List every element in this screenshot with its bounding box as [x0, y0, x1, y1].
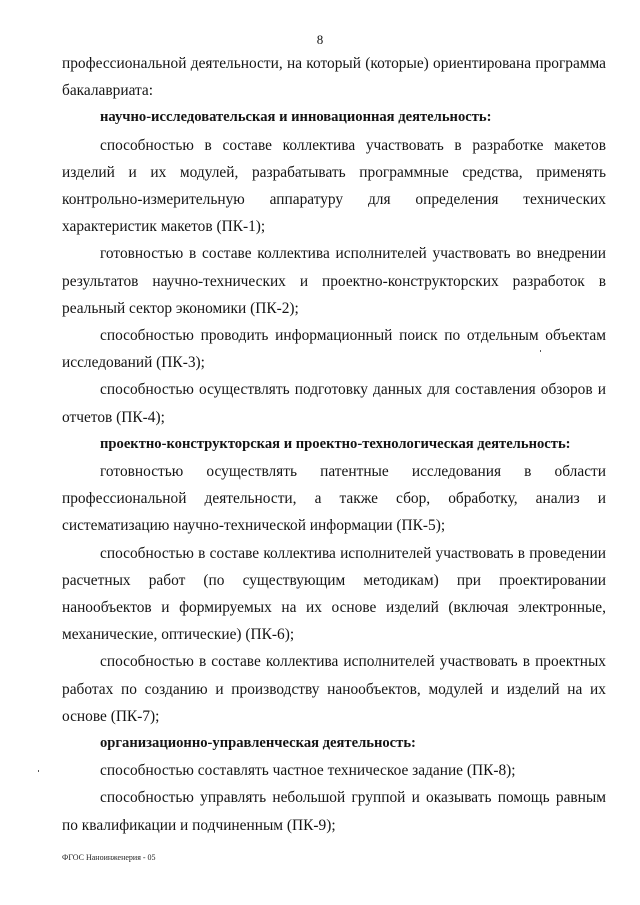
section-heading-research: научно-исследовательская и инновационная деятельность:	[100, 109, 492, 126]
paragraph-pk3: способностью проводить информационный поиск по отдельным объектам исследований (ПК-3);	[62, 327, 606, 372]
page-number: 8	[316, 32, 324, 47]
footer-document-code: ФГОС Наноинженерия - 05	[62, 853, 156, 862]
document-body	[62, 50, 606, 839]
paragraph-intro: профессиональной деятельности, на который (которые) ориентирована программа бакалавриата:	[62, 55, 606, 100]
paragraph-pk2: готовностью в составе коллектива исполнителей участвовать во внедрении результатов научно-технических и проектно-конструкторских разработок в реальный сектор экономики (ПК-2);	[62, 245, 606, 317]
paragraph-pk6: способностью в составе коллектива исполнителей участвовать в проведении расчетных работ (по существующим методикам) при проектировании нанообъектов и формируемых на их основе изделий (включая электронные, механические, оптические) (ПК-6);	[62, 544, 606, 644]
paragraph-pk5: готовностью осуществлять патентные исследования в области профессиональной деятельности, а также сбор, обработку, анализ и систематизацию научно-технической информации (ПК-5);	[62, 463, 606, 535]
scan-speck	[38, 770, 39, 772]
paragraph-pk7: способностью в составе коллектива исполнителей участвовать в проектных работах по созданию и производству нанообъектов, модулей и изделий на их основе (ПК-7);	[62, 653, 606, 725]
paragraph-pk9: способностью управлять небольшой группой и оказывать помощь равным по квалификации и подчиненным (ПК-9);	[62, 789, 606, 834]
paragraph-pk1: способностью в составе коллектива участвовать в разработке макетов изделий и их модулей, разрабатывать программные средства, применять контрольно-измерительную аппаратуру для определения технических характеристик макетов (ПК-1);	[62, 136, 606, 236]
paragraph-pk4: способностью осуществлять подготовку данных для составления обзоров и отчетов (ПК-4);	[62, 381, 606, 426]
section-heading-design: проектно-конструкторская и проектно-технологическая деятельность:	[100, 435, 571, 452]
scan-speck	[540, 350, 541, 352]
section-heading-management: организационно-управленческая деятельность:	[100, 735, 416, 752]
paragraph-pk8: способностью составлять частное техническое задание (ПК-8);	[100, 762, 516, 780]
